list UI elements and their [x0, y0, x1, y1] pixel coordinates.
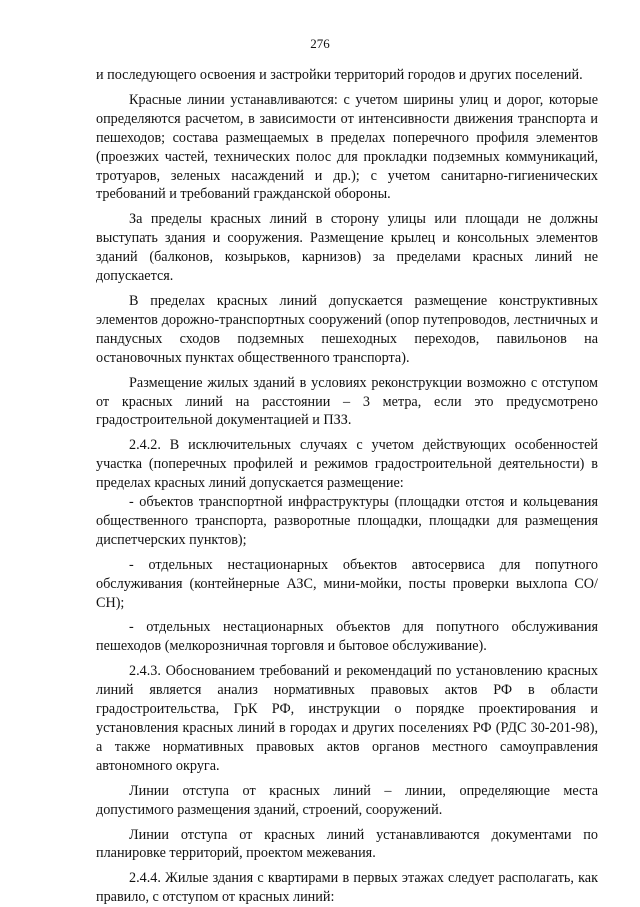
page-number: 276: [310, 36, 330, 51]
paragraph: - отдельных нестационарных объектов автосервиса для попутного обслуживания (контейнерные АЗС, мини-мойки, посты проверки выхлопа СО/СН);: [96, 556, 598, 611]
body-text: [96, 66, 598, 907]
paragraph: Линии отступа от красных линий устанавливаются документами по планировке территорий, проектом межевания.: [96, 826, 598, 862]
paragraph: За пределы красных линий в сторону улицы или площади не должны выступать здания и сооружения. Размещение крылец и консольных элементов зданий (балконов, козырьков, карнизов) за пределами красных линий не допускается.: [96, 211, 598, 285]
paragraph: и последующего освоения и застройки территорий городов и других поселений.: [96, 67, 583, 83]
paragraph: 2.4.3. Обоснованием требований и рекомендаций по установлению красных линий является анализ нормативных правовых актов РФ в области градостроительства, ГрК РФ, инструкции о порядке проектирования и установления красных линий в городах и других поселениях РФ (РДС 30-201-98), а также нормативных правовых актов органов местного самоуправления автономного округа.: [96, 663, 598, 774]
paragraph: - объектов транспортной инфраструктуры (площадки отстоя и кольцевания общественного транспорта, разворотные площадки, площадки для размещения диспетчерских пунктов);: [96, 494, 598, 548]
paragraph: 2.4.2. В исключительных случаях с учетом действующих особенностей участка (поперечных профилей и режимов градостроительной деятельности) в пределах красных линий допускается размещение:: [96, 437, 598, 492]
paragraph: Линии отступа от красных линий – линии, определяющие места допустимого размещения зданий, строений, сооружений.: [96, 782, 598, 818]
paragraph: В пределах красных линий допускается размещение конструктивных элементов дорожно-транспортных сооружений (опор путепроводов, лестничных и пандусных сходов подземных пешеходных переходов, павильонов на остановочных пунктах общественного транспорта).: [96, 292, 598, 366]
paragraph: 2.4.4. Жилые здания с квартирами в первых этажах следует располагать, как правило, с отступом от красных линий:: [96, 870, 598, 906]
paragraph: Размещение жилых зданий в условиях реконструкции возможно с отступом от красных линий на расстоянии – 3 метра, если это предусмотрено градостроительной документацией и ПЗЗ.: [96, 374, 598, 429]
paragraph: Красные линии устанавливаются: с учетом ширины улиц и дорог, которые определяются расчетом, в зависимости от интенсивности движения транспорта и пешеходов; состава размещаемых в пределах поперечного профиля элементов (проезжих частей, технических полос для прокладки подземных коммуникаций, тротуаров, зеленых насаждений и др.); с учетом санитарно-гигиенических требований и требований гражданской обороны.: [96, 91, 598, 203]
paragraph: - отдельных нестационарных объектов для попутного обслуживания пешеходов (мелкорозничная торговля и бытовое обслуживание).: [96, 619, 598, 655]
